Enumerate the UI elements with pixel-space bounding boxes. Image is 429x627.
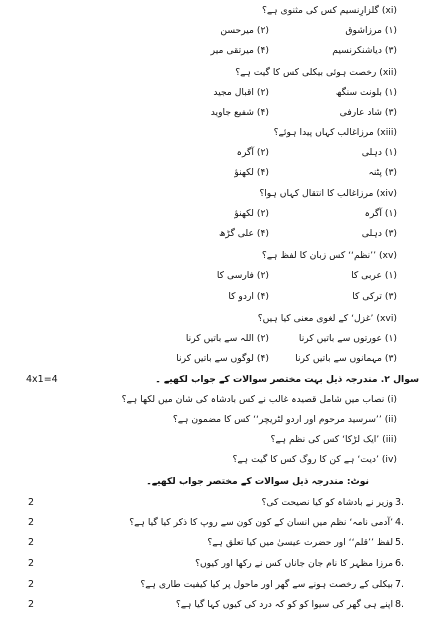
- short-question: (iv) ’دیت‘ ہے کن کا روگ کس کا گیت ہے؟: [232, 454, 397, 465]
- question-number: 3.: [395, 497, 405, 508]
- question-marks: 2: [28, 497, 35, 508]
- note-heading: نوٹ: مندرجہ ذیل سوالات کے مختصر جواب لکھیے۔: [146, 476, 369, 487]
- question-text: ’آدمی نامہ‘ نظم میں انسان کے کون کون سے روپ کا ذکر کیا گیا ہے؟: [129, 517, 393, 528]
- question-text: اپنے ہی گھر کی سیوا کو کو کہ درد کی کیوں کہا گیا ہے؟: [175, 599, 393, 610]
- question-xvi: (xvi) ’غزل‘ کے لغوی معنی کیا ہیں؟: [257, 313, 397, 324]
- question-marks: 2: [28, 517, 35, 528]
- option: (۱) عربی کا: [351, 270, 397, 281]
- question-xiv: (xiv) مرزاغالب کا انتقال کہاں ہوا؟: [259, 188, 397, 199]
- option: (۳) شاد عارفی: [339, 107, 397, 118]
- option: (۳) ترکی کا: [352, 291, 397, 302]
- question-xiii: (xiii) مرزاغالب کہاں پیدا ہوئے؟: [273, 127, 397, 138]
- option: (۳) مہمانوں سے باتیں کرنا: [295, 353, 397, 364]
- option: (۲) اقبال مجید: [213, 87, 269, 98]
- question-text: بیکلی کے رخصت ہونے سے گھر اور ماحول پر کیا کیفیت طاری ہے؟: [140, 579, 393, 590]
- question-xi: (xi) گلزارِنسیم کس کی مثنوی ہے؟: [261, 5, 397, 16]
- option: (۱) آگرہ: [364, 208, 397, 219]
- question-text: مرزا مظہر کا نام جان جاناں کس نے رکھا اور کیوں؟: [195, 558, 393, 569]
- question-number: 5.: [395, 537, 405, 548]
- question-text: وزیر نے بادشاہ کو کیا نصیحت کی؟: [261, 497, 393, 508]
- question-xii: (xii) رخصت ہوئی بیکلی کس کا گیت ہے؟: [235, 67, 397, 78]
- option: (۴) علی گڑھ: [219, 228, 269, 239]
- question-number: 8.: [395, 599, 405, 610]
- short-question: (ii) ’’سرسید مرحوم اور اردو لٹریچر‘‘ کس کا مضمون ہے؟: [172, 414, 397, 425]
- question-number: 4.: [395, 517, 405, 528]
- option: (۲) اللہ سے باتیں کرنا: [185, 333, 269, 344]
- short-question: (i) نصاب میں شامل قصیدہ غالب نے کس بادشاہ کی شان میں لکھا ہے؟: [121, 394, 397, 405]
- short-question: (iii) ’ایک لڑکا‘ کس کی نظم ہے؟: [270, 434, 397, 445]
- question-marks: 2: [28, 558, 35, 569]
- option: (۴) میرتقی میر: [210, 45, 269, 56]
- question-xv: (xv) ’’نظم‘‘ کس زبان کا لفظ ہے؟: [261, 250, 397, 261]
- option: (۳) دہلی: [361, 228, 397, 239]
- option: (۴) لکھنؤ: [234, 167, 269, 178]
- option: (۱) عورتوں سے باتیں کرنا: [298, 333, 397, 344]
- option: (۳) دیاشنکرنسیم: [332, 45, 397, 56]
- option: (۳) پٹنہ: [368, 167, 397, 178]
- question-marks: 2: [28, 599, 35, 610]
- question-number: 6.: [395, 558, 405, 569]
- option: (۱) دہلی: [361, 147, 397, 158]
- option: (۲) آگرہ: [236, 147, 269, 158]
- question-marks: 2: [28, 579, 35, 590]
- option: (۴) لوگوں سے باتیں کرنا: [176, 353, 269, 364]
- option: (۴) شفیع جاوید: [210, 107, 269, 118]
- option: (۱) مرزاشوق: [345, 25, 397, 36]
- question-number: 7.: [395, 579, 405, 590]
- section-heading: سوال ۲. مندرجہ ذیل بہت مختصر سوالات کے جواب لکھیے ۔: [155, 374, 419, 385]
- question-text: لفظ ’’قلم‘‘ اور حضرت عیسیٰ میں کیا تعلق ہے؟: [207, 537, 393, 548]
- option: (۱) بلونت سنگھ: [335, 87, 397, 98]
- section-marks: 4x1=4: [26, 374, 58, 385]
- option: (۲) فارسی کا: [216, 270, 269, 281]
- option: (۴) اردو کا: [228, 291, 269, 302]
- question-marks: 2: [28, 537, 35, 548]
- option: (۲) میرحسن: [220, 25, 269, 36]
- option: (۲) لکھنؤ: [234, 208, 269, 219]
